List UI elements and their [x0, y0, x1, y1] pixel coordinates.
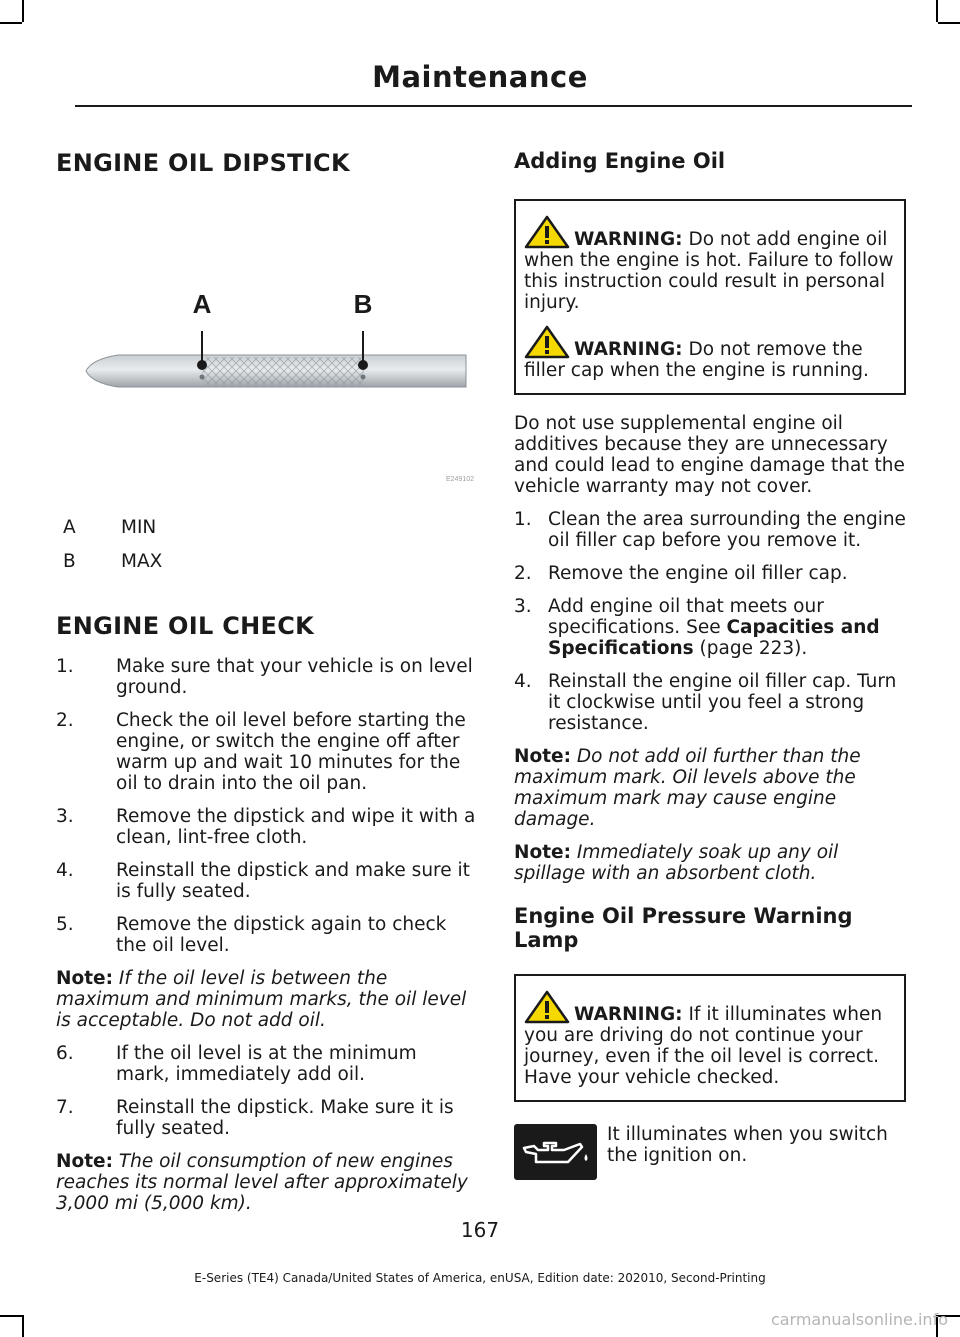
- lamp-row: [514, 1124, 906, 1180]
- edition-info: E-Series (TE4) Canada/United States of America, enUSA, Edition date: 202010, Second-Printing: [194, 1271, 766, 1285]
- legend-row: [56, 517, 476, 538]
- warning: WARNING: Do not remove the filler cap when the engine is running.: [524, 325, 896, 381]
- dipstick-illustration: [56, 199, 476, 489]
- note: Note: Do not add oil further than the maximum mark. Oil levels above the maximum mark may cause engine damage.: [514, 746, 861, 830]
- crop-mark: [938, 22, 960, 24]
- additives-paragraph: Do not use supplemental engine oil additives because they are unnecessary and could lead to engine damage that the vehicle warranty may not cover.: [514, 413, 905, 497]
- capacities-link[interactable]: Capacities and Specifications: [548, 617, 880, 659]
- legend-row: [56, 551, 476, 572]
- max-mark-dot: [358, 360, 368, 370]
- oil-can-icon: [514, 1124, 597, 1180]
- page-header-title: Maintenance: [372, 60, 588, 94]
- list-item: 3. Remove the dipstick and wipe it with a clean, lint-free cloth.: [56, 806, 476, 848]
- legend-key: B: [63, 551, 76, 572]
- list-item: 4. Reinstall the dipstick and make sure it is fully seated.: [56, 860, 470, 902]
- figure-label-a: A: [192, 289, 212, 319]
- crop-mark: [22, 0, 24, 22]
- figure-code: E249102: [445, 476, 474, 483]
- lamp-description: It illuminates when you switch the ignition on.: [607, 1124, 888, 1166]
- figure-label-b: B: [353, 289, 373, 319]
- page-number: 167: [460, 1218, 500, 1242]
- adding-oil-heading: Adding Engine Oil: [514, 149, 726, 173]
- warning-box: [514, 974, 906, 1102]
- note: Note: If the oil level is between the maximum and minimum marks, the oil level is acceptable. Do not add oil.: [56, 968, 467, 1031]
- adding-steps-list: [514, 509, 906, 734]
- dipstick-figure: [56, 199, 476, 489]
- legend-value: MAX: [121, 551, 163, 572]
- list-item: 6. If the oil level is at the minimum mark, immediately add oil.: [56, 1043, 417, 1085]
- warning-box: [514, 199, 906, 395]
- warning: WARNING: Do not add engine oil when the engine is hot. Failure to follow this instruction could result in personal injury.: [524, 215, 896, 313]
- crop-mark: [936, 0, 938, 22]
- note: Note: Immediately soak up any oil spillage with an absorbent cloth.: [514, 842, 839, 884]
- crop-mark: [22, 1315, 24, 1337]
- list-item: 2. Check the oil level before starting the engine, or switch the engine off after warm up and wait 10 minutes for the oil to drain into the oil pan.: [56, 710, 466, 794]
- header-rule: [75, 105, 912, 107]
- right-column: [514, 145, 906, 1180]
- list-item: 3. Add engine oil that meets our specifications. See Capacities and Specifications (page 223).: [514, 596, 880, 659]
- warning-triangle-icon: [524, 325, 570, 359]
- check-steps-list: [56, 656, 476, 956]
- crop-mark: [0, 1315, 22, 1317]
- warning: WARNING: If it illuminates when you are driving do not continue your journey, even if the oil level is correct. Have your vehicle checked.: [524, 990, 896, 1088]
- crop-mark: [0, 22, 22, 24]
- figure-legend: [56, 517, 476, 572]
- legend-value: MIN: [121, 517, 157, 538]
- left-column: [56, 145, 476, 1226]
- check-heading: ENGINE OIL CHECK: [56, 612, 315, 640]
- note: Note: The oil consumption of new engines reaches its normal level after approximately 3,000 mi (5,000 km).: [56, 1151, 468, 1214]
- legend-key: A: [63, 517, 76, 538]
- list-item: 1. Make sure that your vehicle is on level ground.: [56, 656, 473, 698]
- list-item: 1. Clean the area surrounding the engine oil filler cap before you remove it.: [514, 509, 906, 551]
- oil-pressure-lamp-heading: Engine Oil Pressure Warning Lamp: [514, 904, 853, 952]
- list-item: 2. Remove the engine oil filler cap.: [514, 563, 848, 584]
- list-item: 5. Remove the dipstick again to check the oil level.: [56, 914, 447, 956]
- list-item: 4. Reinstall the engine oil filler cap. Turn it clockwise until you feel a strong resistance.: [514, 671, 897, 734]
- dipstick-heading: ENGINE OIL DIPSTICK: [56, 149, 350, 177]
- warning-triangle-icon: [524, 215, 570, 249]
- watermark: carmanualsonline.info: [770, 1310, 948, 1329]
- min-mark-dot: [197, 360, 207, 370]
- warning-triangle-icon: [524, 990, 570, 1024]
- check-steps-list-continued: [56, 1043, 476, 1139]
- list-item: 7. Reinstall the dipstick. Make sure it is fully seated.: [56, 1097, 454, 1139]
